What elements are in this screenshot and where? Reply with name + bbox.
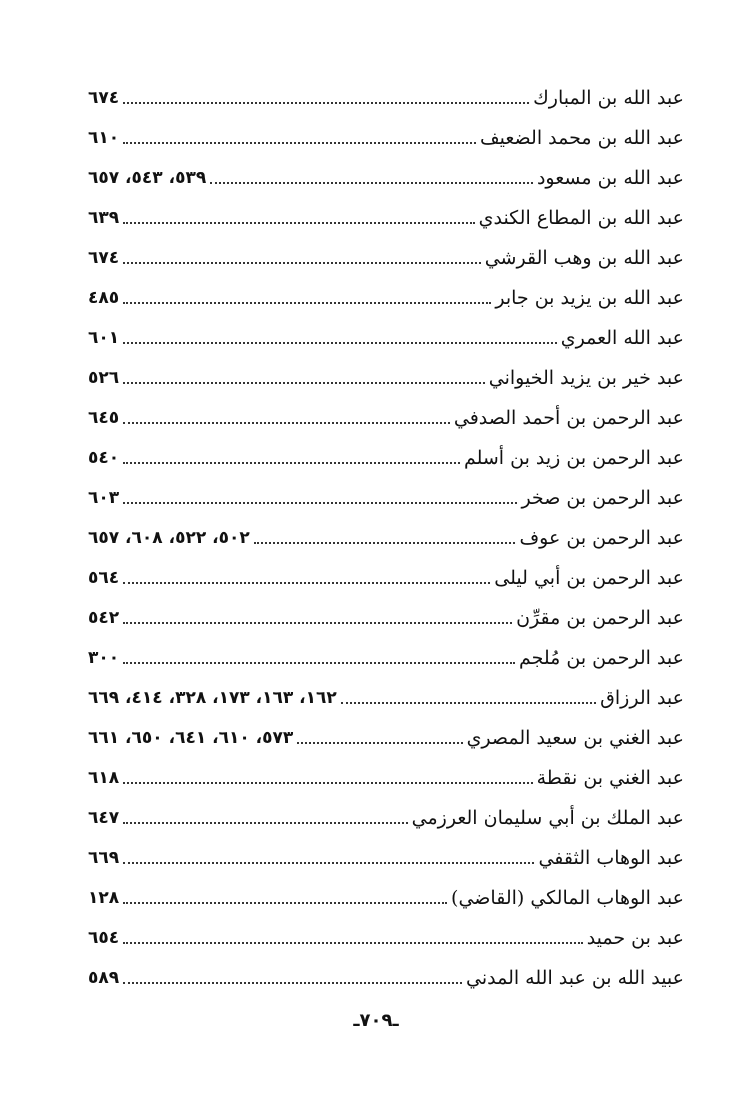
entry-name: عبد بن حميد — [586, 927, 684, 949]
index-entry — [88, 191, 684, 231]
index-entry — [88, 791, 684, 831]
index-entry — [88, 951, 684, 991]
entry-page-numbers: ٦١٠ — [88, 128, 120, 148]
dot-leader — [123, 342, 557, 344]
dot-leader — [123, 462, 460, 464]
dot-leader — [123, 942, 583, 944]
entry-name: عبد الوهاب الثقفي — [538, 847, 684, 869]
entry-page-numbers: ٥٠٢، ٥٢٢، ٦٠٨، ٦٥٧ — [88, 528, 250, 548]
dot-leader — [210, 182, 533, 184]
dot-leader — [254, 542, 516, 544]
entry-name: عبد الله بن المطاع الكندي — [478, 207, 684, 229]
entry-name: عبد الله بن يزيد بن جابر — [495, 287, 684, 309]
index-entry — [88, 591, 684, 631]
index-entry — [88, 711, 684, 751]
entry-name: عبد الرحمن بن مقرِّن — [516, 607, 684, 629]
entry-name: عبد الرحمن بن مُلجم — [518, 647, 684, 669]
dot-leader — [123, 302, 491, 304]
index-entry — [88, 831, 684, 871]
index-entry — [88, 671, 684, 711]
entry-page-numbers: ٥٧٣، ٦١٠، ٦٤١، ٦٥٠، ٦٦١ — [88, 728, 294, 748]
entry-page-numbers: ٥٦٤ — [88, 568, 120, 588]
index-entry — [88, 551, 684, 591]
index-entry — [88, 911, 684, 951]
dot-leader — [123, 102, 529, 104]
dot-leader — [123, 822, 408, 824]
dot-leader — [297, 742, 462, 744]
entry-page-numbers: ١٦٢، ١٦٣، ١٧٣، ٣٢٨، ٤١٤، ٦٦٩ — [88, 688, 337, 708]
entry-page-numbers: ٦٤٧ — [88, 808, 120, 828]
index-entry — [88, 391, 684, 431]
entry-page-numbers: ٦٠١ — [88, 328, 120, 348]
index-entry — [88, 151, 684, 191]
entry-page-numbers: ٤٨٥ — [88, 288, 120, 308]
entry-page-numbers: ٦١٨ — [88, 768, 120, 788]
index-entry — [88, 631, 684, 671]
entry-page-numbers: ٥٨٩ — [88, 968, 120, 988]
entry-name: عبد الرزاق — [600, 687, 684, 709]
index-entry — [88, 511, 684, 551]
entry-page-numbers: ٦٤٥ — [88, 408, 120, 428]
entry-page-numbers: ٦٧٤ — [88, 248, 120, 268]
page-number: ـ٧٠٩ـ — [353, 1010, 399, 1031]
index-entry — [88, 471, 684, 511]
entry-name: عبد الوهاب المالكي (القاضي) — [451, 887, 684, 909]
entry-name: عبد الملك بن أبي سليمان العرزمي — [411, 807, 684, 829]
index-entry — [88, 311, 684, 351]
entry-name: عبد الله بن المبارك — [533, 87, 684, 109]
entry-name: عبد الرحمن بن عوف — [519, 527, 684, 549]
entry-name: عبد الرحمن بن زيد بن أسلم — [463, 447, 684, 469]
index-entry — [88, 431, 684, 471]
entry-page-numbers: ٦٧٤ — [88, 88, 120, 108]
entry-page-numbers: ٥٤٢ — [88, 608, 120, 628]
index-entry — [88, 751, 684, 791]
index-list — [88, 71, 684, 991]
entry-page-numbers: ٦٣٩ — [88, 208, 120, 228]
dot-leader — [341, 702, 596, 704]
entry-name: عبيد الله بن عبد الله المدني — [465, 967, 684, 989]
dot-leader — [123, 622, 512, 624]
index-entry — [88, 351, 684, 391]
entry-page-numbers: ٥٤٠ — [88, 448, 120, 468]
entry-page-numbers: ١٢٨ — [88, 888, 120, 908]
dot-leader — [123, 662, 515, 664]
entry-name: عبد الرحمن بن صخر — [521, 487, 684, 509]
dot-leader — [123, 582, 490, 584]
index-entry — [88, 71, 684, 111]
dot-leader — [123, 782, 532, 784]
dot-leader — [123, 222, 474, 224]
entry-name: عبد الله بن وهب القرشي — [484, 247, 684, 269]
entry-name: عبد الله بن مسعود — [536, 167, 684, 189]
dot-leader — [123, 862, 534, 864]
entry-page-numbers: ٦٥٤ — [88, 928, 120, 948]
entry-page-numbers: ٥٣٩، ٥٤٣، ٦٥٧ — [88, 168, 207, 188]
entry-page-numbers: ٥٢٦ — [88, 368, 120, 388]
entry-name: عبد الغني بن سعيد المصري — [466, 727, 684, 749]
entry-name: عبد الرحمن بن أبي ليلى — [494, 567, 684, 589]
index-entry — [88, 871, 684, 911]
dot-leader — [123, 382, 485, 384]
entry-name: عبد الرحمن بن أحمد الصدفي — [453, 407, 684, 429]
dot-leader — [123, 422, 450, 424]
index-entry — [88, 271, 684, 311]
entry-name: عبد الغني بن نقطة — [536, 767, 684, 789]
entry-name: عبد الله العمري — [560, 327, 684, 349]
dot-leader — [123, 262, 481, 264]
index-entry — [88, 111, 684, 151]
entry-name: عبد خير بن يزيد الخيواني — [488, 367, 684, 389]
entry-name: عبد الله بن محمد الضعيف — [479, 127, 684, 149]
entry-page-numbers: ٣٠٠ — [88, 648, 120, 668]
dot-leader — [123, 502, 517, 504]
dot-leader — [123, 902, 447, 904]
entry-page-numbers: ٦٦٩ — [88, 848, 120, 868]
entry-page-numbers: ٦٠٣ — [88, 488, 120, 508]
dot-leader — [123, 982, 462, 984]
index-entry — [88, 231, 684, 271]
dot-leader — [123, 142, 476, 144]
